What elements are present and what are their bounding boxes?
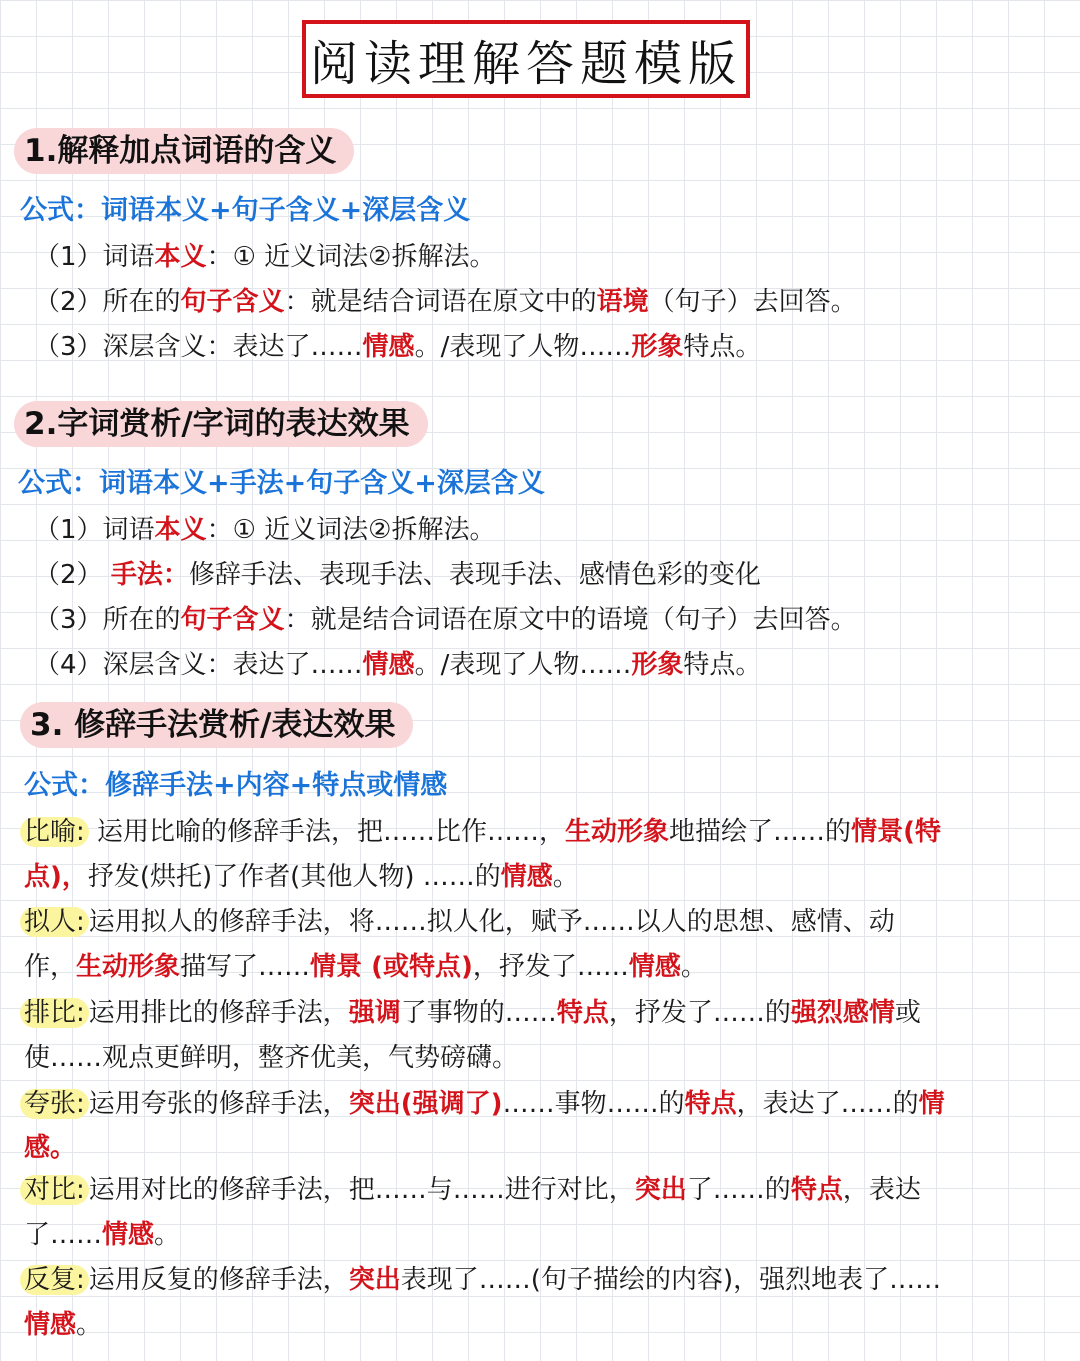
text-span: ，表达 xyxy=(842,1175,921,1205)
text-span: 作， xyxy=(24,952,77,982)
text-span: 了事物的…… xyxy=(400,998,557,1028)
text-span: 运用反复的修辞手法， xyxy=(88,1265,349,1295)
text-span: 特点。 xyxy=(683,332,762,362)
content-line xyxy=(24,812,941,852)
content-line xyxy=(34,282,857,322)
rhetoric-label: 拟人: xyxy=(20,907,89,937)
content-line xyxy=(24,1038,518,1078)
keyword-highlight: 特点 xyxy=(790,1175,843,1205)
keyword-highlight: 生动形象 xyxy=(565,817,670,847)
keyword-highlight: 语境 xyxy=(596,287,649,317)
text-span: 修辞手法、表现手法、表现手法、感情色彩的变化 xyxy=(188,560,761,590)
keyword-highlight: 情 xyxy=(918,1089,945,1119)
text-span: （4）深层含义：表达了…… xyxy=(34,650,363,680)
content-line xyxy=(24,1305,102,1345)
section-heading: 1.解释加点词语的含义 xyxy=(14,128,354,174)
keyword-highlight: 特点 xyxy=(556,998,609,1028)
keyword-highlight: 情感 xyxy=(362,650,415,680)
content-line xyxy=(24,947,707,987)
content-line xyxy=(34,555,761,595)
content-line xyxy=(24,1084,945,1124)
text-span: 。/表现了人物…… xyxy=(414,650,632,680)
content-line xyxy=(34,510,495,550)
keyword-highlight: 本义 xyxy=(154,242,207,272)
keyword-highlight: 句子含义 xyxy=(180,287,285,317)
keyword-highlight: 情感 xyxy=(102,1220,155,1250)
content-line xyxy=(24,857,579,897)
rhetoric-label: 排比: xyxy=(20,998,89,1028)
text-span: （3）所在的 xyxy=(34,605,181,635)
text-span: ：① 近义词法②拆解法。 xyxy=(206,242,496,272)
text-span: 运用拟人的修辞手法，将……拟人化，赋予……以人的思想、感情、动 xyxy=(88,907,895,937)
keyword-highlight: 本义 xyxy=(154,515,207,545)
rhetoric-label: 对比: xyxy=(20,1175,89,1205)
text-span: 地描绘了……的 xyxy=(669,817,852,847)
text-span: 了…… xyxy=(24,1220,103,1250)
content-line xyxy=(24,993,921,1033)
text-span: 使……观点更鲜明，整齐优美，气势磅礴。 xyxy=(24,1043,519,1073)
text-span: （句子）去回答。 xyxy=(648,287,857,317)
content-line xyxy=(24,1215,180,1255)
keyword-highlight: 情感 xyxy=(500,862,553,892)
content-line xyxy=(34,600,857,640)
text-span: （2）所在的 xyxy=(34,287,181,317)
text-span: 。/表现了人物…… xyxy=(414,332,632,362)
content-line xyxy=(24,902,895,942)
text-span: （2） xyxy=(34,560,111,590)
content-line xyxy=(24,1260,941,1300)
keyword-highlight: 强调 xyxy=(348,998,401,1028)
text-span: 表现了……(句子描绘的内容)，强烈地表了…… xyxy=(400,1265,942,1295)
page-title: 阅读理解答题模版 xyxy=(302,20,750,98)
keyword-highlight: 突出 xyxy=(348,1265,401,1295)
text-span: ：① 近义词法②拆解法。 xyxy=(206,515,496,545)
section-heading: 3. 修辞手法赏析/表达效果 xyxy=(20,702,413,748)
text-span: 。 xyxy=(680,952,707,982)
text-span: 运用比喻的修辞手法，把……比作……， xyxy=(88,817,566,847)
rhetoric-label: 夸张: xyxy=(20,1089,89,1119)
text-span: （1）词语 xyxy=(34,242,155,272)
text-span: 。 xyxy=(154,1220,181,1250)
keyword-highlight: 情景 (或特点) xyxy=(310,952,473,982)
keyword-highlight: 情感 xyxy=(24,1310,77,1340)
text-span: 运用夸张的修辞手法， xyxy=(88,1089,349,1119)
formula-line: 公式：修辞手法+内容+特点或情感 xyxy=(24,770,448,801)
text-span: （1）词语 xyxy=(34,515,155,545)
keyword-highlight: 突出(强调了) xyxy=(348,1089,503,1119)
keyword-highlight: 生动形象 xyxy=(76,952,181,982)
keyword-highlight: 手法： xyxy=(110,560,189,590)
text-span: （3）深层含义：表达了…… xyxy=(34,332,363,362)
keyword-highlight: 情感 xyxy=(362,332,415,362)
text-span: ：就是结合词语在原文中的语境（句子）去回答。 xyxy=(284,605,857,635)
content-line xyxy=(24,1170,921,1210)
text-span: 特点。 xyxy=(683,650,762,680)
text-span: ……事物……的 xyxy=(502,1089,685,1119)
rhetoric-label: 反复: xyxy=(20,1265,89,1295)
keyword-highlight: 感。 xyxy=(24,1133,77,1163)
keyword-highlight: 情感 xyxy=(628,952,681,982)
text-span: ，抒发了……的 xyxy=(608,998,791,1028)
keyword-highlight: 特点 xyxy=(684,1089,737,1119)
text-span: 。 xyxy=(76,1310,103,1340)
formula-line: 公式：词语本义+句子含义+深层含义 xyxy=(20,195,471,226)
text-span: ，表达了……的 xyxy=(736,1089,919,1119)
text-span: 描写了…… xyxy=(180,952,311,982)
text-span: 。 xyxy=(552,862,579,892)
keyword-highlight: 情景(特 xyxy=(851,817,941,847)
content-line xyxy=(34,327,761,367)
text-span: 抒发(烘托)了作者(其他人物) ……的 xyxy=(87,862,501,892)
text-span: 或 xyxy=(894,998,921,1028)
section-heading: 2.字词赏析/字词的表达效果 xyxy=(14,401,428,447)
text-span: 运用排比的修辞手法， xyxy=(88,998,349,1028)
keyword-highlight: 句子含义 xyxy=(180,605,285,635)
keyword-highlight: 形象 xyxy=(631,332,684,362)
keyword-highlight: 突出 xyxy=(634,1175,687,1205)
text-span: 运用对比的修辞手法，把……与……进行对比， xyxy=(88,1175,635,1205)
text-span: ：就是结合词语在原文中的 xyxy=(284,287,597,317)
keyword-highlight: 强烈感情 xyxy=(790,998,895,1028)
content-line xyxy=(34,645,761,685)
content-line xyxy=(24,1128,76,1168)
keyword-highlight: 形象 xyxy=(631,650,684,680)
content-line xyxy=(34,237,495,277)
formula-line: 公式：词语本义+手法+句子含义+深层含义 xyxy=(18,468,545,499)
keyword-highlight: 点)， xyxy=(24,862,88,892)
text-span: ，抒发了…… xyxy=(472,952,629,982)
text-span: 了……的 xyxy=(686,1175,791,1205)
rhetoric-label: 比喻: xyxy=(20,817,89,847)
